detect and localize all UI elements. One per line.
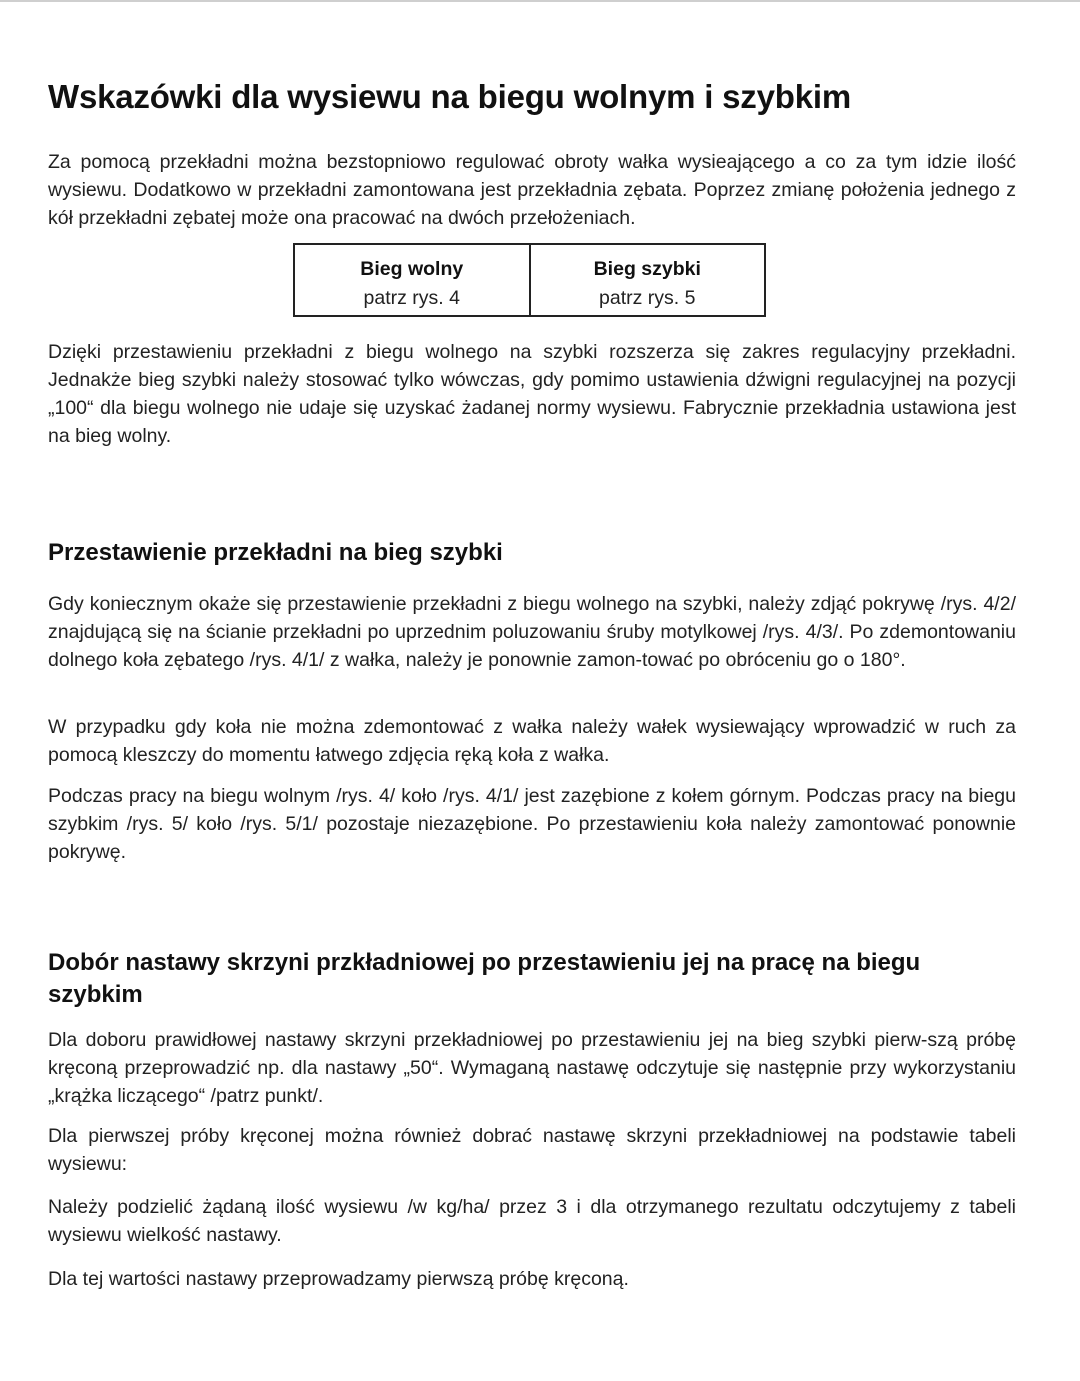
section3-paragraph-1: Dla doboru prawidłowej nastawy skrzyni przekładniowej po przestawieniu jej na bieg szybki pierw-szą próbę kręconą przeprowadzić np. dla nastawy „50“. Wymaganą nastawę odczytuje się następnie przy wykorzystaniu „krążka liczącego“ /patrz punkt/. xyxy=(48,1029,1016,1107)
section1-body: Dzięki przestawieniu przekładni z biegu wolnego na szybki rozszerza się zakres regulacyjny przekładni. Jednakże bieg szybki należy stosować tylko wówczas, gdy pomimo ustawienia dźwigni regulacyjnej na pozycji „100“ dla biegu wolnego nie udaje się uzyskać żadanej normy wysiewu. Fabrycznie przekładnia ustawiona jest na bieg wolny. xyxy=(48,341,1016,447)
gear-table-ref-row xyxy=(294,281,765,316)
section3-paragraph-3: Należy podzielić żądaną ilość wysiewu /w kg/ha/ przez 3 i dla otrzymanego rezultatu odczytujemy z tabeli wysiewu wielkość nastawy. xyxy=(48,1196,1016,1246)
section2-paragraph-3: Podczas pracy na biegu wolnym /rys. 4/ koło /rys. 4/1/ jest zazębione z kołem górnym. Podczas pracy na biegu szybkim /rys. 5/ koło /rys. 5/1/ pozostaje niezazębione. Po przestawieniu koła należy zamontować ponownie pokrywę. xyxy=(48,785,1016,863)
fast-gear-ref: patrz rys. 5 xyxy=(599,286,696,309)
page-top-rule xyxy=(0,0,1080,2)
gear-table-header-row xyxy=(294,244,765,281)
slow-gear-header: Bieg wolny xyxy=(294,244,530,281)
section1-title: Wskazówki dla wysiewu na biegu wolnym i szybkim xyxy=(48,78,851,115)
section1-intro: Za pomocą przekładni można bezstopniowo regulować obroty wałka wysieającego a co za tym idzie ilość wysiewu. Dodatkowo w przekładni zamontowana jest przekładnia zębata. Poprzez zmianę położenia jednego z kół przekładni zębatej może ona pracować na dwóch przełożeniach. xyxy=(48,151,1016,229)
section3-paragraph-2: Dla pierwszej próby kręconej można również dobrać nastawę skrzyni przekładniowej na podstawie tabeli wysiewu: xyxy=(48,1125,1016,1175)
gear-table xyxy=(293,243,766,317)
section2-paragraph-1: Gdy koniecznym okaże się przestawienie przekładni z biegu wolnego na szybki, należy zdjąć pokrywę /rys. 4/2/ znajdującą się na ścianie przekładni po uprzednim poluzowaniu śruby motylkowej /rys. 4/3/. Po zdemontowaniu dolnego koła zębatego /rys. 4/1/ z wałka, należy je ponownie zamon-tować po obróceniu go o 180°. xyxy=(48,593,1016,671)
fast-gear-header: Bieg szybki xyxy=(593,258,701,280)
section3-title: Dobór nastawy skrzyni przkładniowej po przestawieniu jej na pracę na biegu szybkim xyxy=(48,949,921,1008)
slow-gear-ref: patrz rys. 4 xyxy=(294,281,530,316)
section2-title: Przestawienie przekładni na bieg szybki xyxy=(48,539,503,566)
section2-paragraph-2: W przypadku gdy koła nie można zdemontować z wałka należy wałek wysiewający wprowadzić w ruch za pomocą kleszczy do momentu łatwego zdjęcia ręką koła z wałka. xyxy=(48,716,1016,766)
section3-paragraph-4: Dla tej wartości nastawy przeprowadzamy pierwszą próbę kręconą. xyxy=(48,1268,629,1290)
